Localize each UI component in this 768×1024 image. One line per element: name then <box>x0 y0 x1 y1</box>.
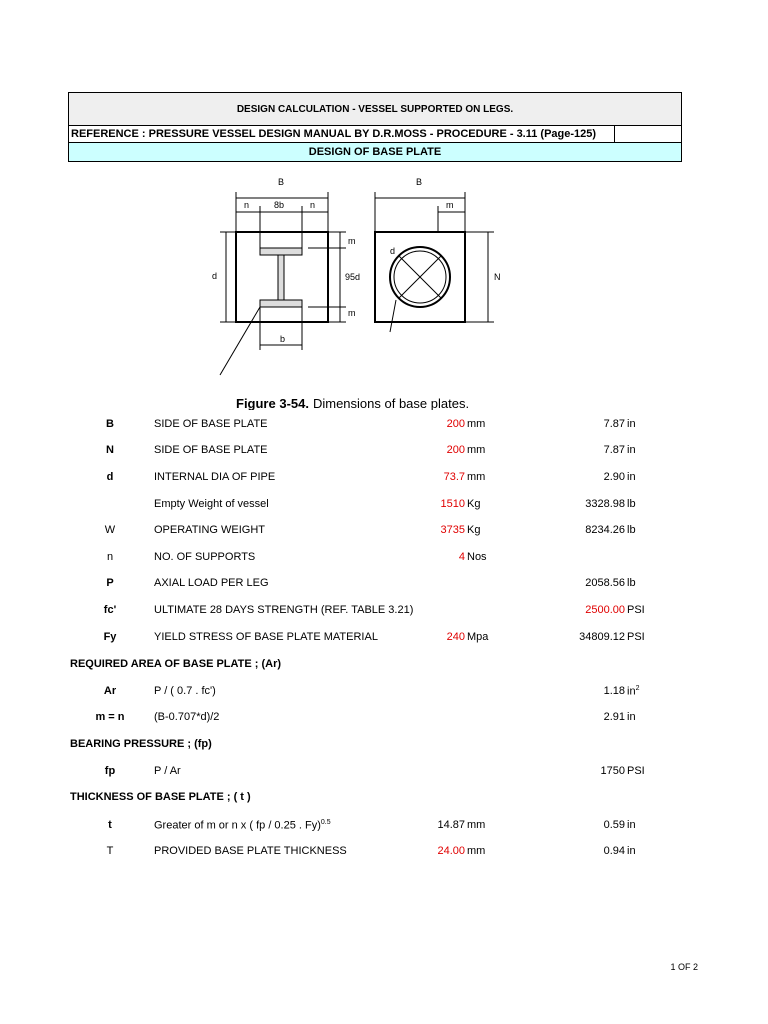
fig-label-B-right: B <box>416 177 423 187</box>
row-unit: Nos <box>467 551 487 563</box>
fig-label-d-right: d <box>390 246 396 256</box>
row-symbol: fp <box>104 765 116 777</box>
svg-text:Figure 3-54.Dimensions of base <box>236 396 469 410</box>
row-symbol: Ar <box>103 685 117 697</box>
row-converted-unit: PSI <box>627 604 645 616</box>
fig-label-B-left: B <box>278 177 285 187</box>
row-unit: mm <box>467 845 486 857</box>
row-converted-unit: lb <box>627 577 636 589</box>
figure-caption-text: Dimensions of base plates. <box>312 396 470 410</box>
row-converted-unit: in <box>627 471 636 483</box>
fig-label-d-left: d <box>212 271 218 281</box>
table-row <box>0 577 768 593</box>
row-converted-value[interactable]: 2500.00 <box>585 604 625 616</box>
table-row <box>0 845 768 861</box>
row-unit: mm <box>467 418 486 430</box>
row-description <box>154 819 331 832</box>
base-plate-figure <box>200 170 520 410</box>
fig-label-m-right: m <box>446 200 454 210</box>
row-description: INTERNAL DIA OF PIPE <box>154 471 276 483</box>
row-converted-unit: in <box>627 845 636 857</box>
table-row <box>0 444 768 460</box>
calc-title-cell <box>68 92 682 126</box>
row-description: PROVIDED BASE PLATE THICKNESS <box>154 845 347 857</box>
row-converted-unit: in <box>627 444 636 456</box>
row-input-value[interactable]: 200 <box>446 444 465 456</box>
table-row <box>0 524 768 540</box>
row-symbol: m = n <box>95 711 125 723</box>
ibeam-top-flange <box>260 248 302 255</box>
row-symbol: B <box>106 418 114 430</box>
row-converted-unit: lb <box>627 524 636 536</box>
reference-cell <box>68 125 682 143</box>
table-row <box>0 685 768 701</box>
row-unit: mm <box>467 471 486 483</box>
row-converted-value: 0.94 <box>603 845 625 857</box>
row-converted-value: 2.90 <box>603 471 625 483</box>
row-symbol: P <box>106 577 114 589</box>
reference-empty-cell <box>614 125 682 143</box>
row-converted-unit: PSI <box>627 631 645 643</box>
row-unit: Kg <box>467 498 481 510</box>
figure-caption-number: Figure 3-54. <box>236 396 309 410</box>
fig-label-8b: 8b <box>274 200 285 210</box>
row-converted-value: 2.91 <box>603 711 625 723</box>
ibeam-bottom-flange <box>260 300 302 307</box>
row-description: NO. OF SUPPORTS <box>154 551 256 563</box>
fig-label-n-right: n <box>310 200 316 210</box>
row-input-value[interactable]: 200 <box>446 418 465 430</box>
row-converted-value: 8234.26 <box>585 524 625 536</box>
section-title-cell <box>68 142 682 162</box>
fig-label-n-left: n <box>244 200 250 210</box>
fig-label-b: b <box>280 334 286 344</box>
row-description: Empty Weight of vessel <box>154 498 269 510</box>
row-symbol: W <box>104 524 116 536</box>
section-title: DESIGN OF BASE PLATE <box>308 146 442 158</box>
unit-superscript: 2 <box>635 685 640 692</box>
table-row <box>0 631 768 647</box>
table-row <box>0 819 768 835</box>
table-row <box>0 765 768 781</box>
table-row <box>0 711 768 727</box>
row-converted-value: 3328.98 <box>585 498 625 510</box>
row-symbol: n <box>106 551 114 563</box>
row-symbol: d <box>106 471 114 483</box>
row-input-value[interactable]: 240 <box>446 631 465 643</box>
row-input-value: 14.87 <box>437 819 465 831</box>
row-converted-value: 0.59 <box>603 819 625 831</box>
section-heading-row <box>0 791 768 807</box>
row-converted-value: 1.18 <box>603 685 625 697</box>
row-converted-value: 2058.56 <box>585 577 625 589</box>
row-converted-unit <box>627 685 639 698</box>
ibeam-web <box>278 255 284 300</box>
calc-title: DESIGN CALCULATION - VESSEL SUPPORTED ON LEGS. <box>236 103 514 115</box>
row-input-value[interactable]: 3735 <box>440 524 465 536</box>
row-converted-value: 7.87 <box>603 444 625 456</box>
row-converted-value: 7.87 <box>603 418 625 430</box>
row-converted-value: 34809.12 <box>579 631 625 643</box>
row-description: AXIAL LOAD PER LEG <box>154 577 269 589</box>
unit-text: in <box>627 685 636 698</box>
row-symbol: fc' <box>103 604 117 616</box>
table-row <box>0 471 768 487</box>
row-description: YIELD STRESS OF BASE PLATE MATERIAL <box>154 631 378 643</box>
row-unit: Mpa <box>467 631 489 643</box>
fig-label-N: N <box>494 272 501 282</box>
fig-label-m-top: m <box>348 236 356 246</box>
row-unit: Kg <box>467 524 481 536</box>
section-heading-thickness: THICKNESS OF BASE PLATE ; ( t ) <box>70 791 251 803</box>
section-heading-bearing: BEARING PRESSURE ; (fp) <box>70 738 212 750</box>
row-description: P / Ar <box>154 765 181 777</box>
row-unit: mm <box>467 819 486 831</box>
table-row <box>0 418 768 434</box>
row-description: OPERATING WEIGHT <box>154 524 266 536</box>
row-symbol: t <box>108 819 112 831</box>
row-symbol: Fy <box>103 631 117 643</box>
row-symbol: T <box>106 845 114 857</box>
row-description: (B-0.707*d)/2 <box>154 711 220 723</box>
row-input-value[interactable]: 73.7 <box>443 471 465 483</box>
row-converted-unit: in <box>627 418 636 430</box>
row-converted-unit: in <box>627 711 636 723</box>
row-input-value[interactable]: 4 <box>458 551 465 563</box>
row-symbol: N <box>106 444 114 456</box>
row-converted-value: 1750 <box>600 765 625 777</box>
row-input-value[interactable]: 1510 <box>440 498 465 510</box>
fig-label-m-bottom: m <box>348 308 356 318</box>
page-number: 1 OF 2 <box>670 962 698 972</box>
reference-text: REFERENCE : PRESSURE VESSEL DESIGN MANUAL BY D.R.MOSS - PROCEDURE - 3.11 (Page-125) <box>71 128 597 140</box>
section-heading-area: REQUIRED AREA OF BASE PLATE ; (Ar) <box>70 658 282 670</box>
row-input-value[interactable]: 24.00 <box>437 845 465 857</box>
fig-label-95d: 95d <box>345 272 361 282</box>
row-converted-unit: PSI <box>627 765 645 777</box>
section-heading-row <box>0 658 768 674</box>
row-description: ULTIMATE 28 DAYS STRENGTH (REF. TABLE 3.21) <box>154 604 414 616</box>
row-description: P / ( 0.7 . fc') <box>154 685 216 697</box>
row-unit: mm <box>467 444 486 456</box>
section-heading-row <box>0 738 768 754</box>
table-row <box>0 604 768 620</box>
row-description: SIDE OF BASE PLATE <box>154 418 268 430</box>
table-row <box>0 551 768 567</box>
formula-exponent: 0.5 <box>320 819 331 826</box>
row-description: SIDE OF BASE PLATE <box>154 444 268 456</box>
row-converted-unit: in <box>627 819 636 831</box>
formula-text: Greater of m or n x ( fp / 0.25 . Fy) <box>154 819 321 832</box>
row-converted-unit: lb <box>627 498 636 510</box>
table-row <box>0 498 768 514</box>
